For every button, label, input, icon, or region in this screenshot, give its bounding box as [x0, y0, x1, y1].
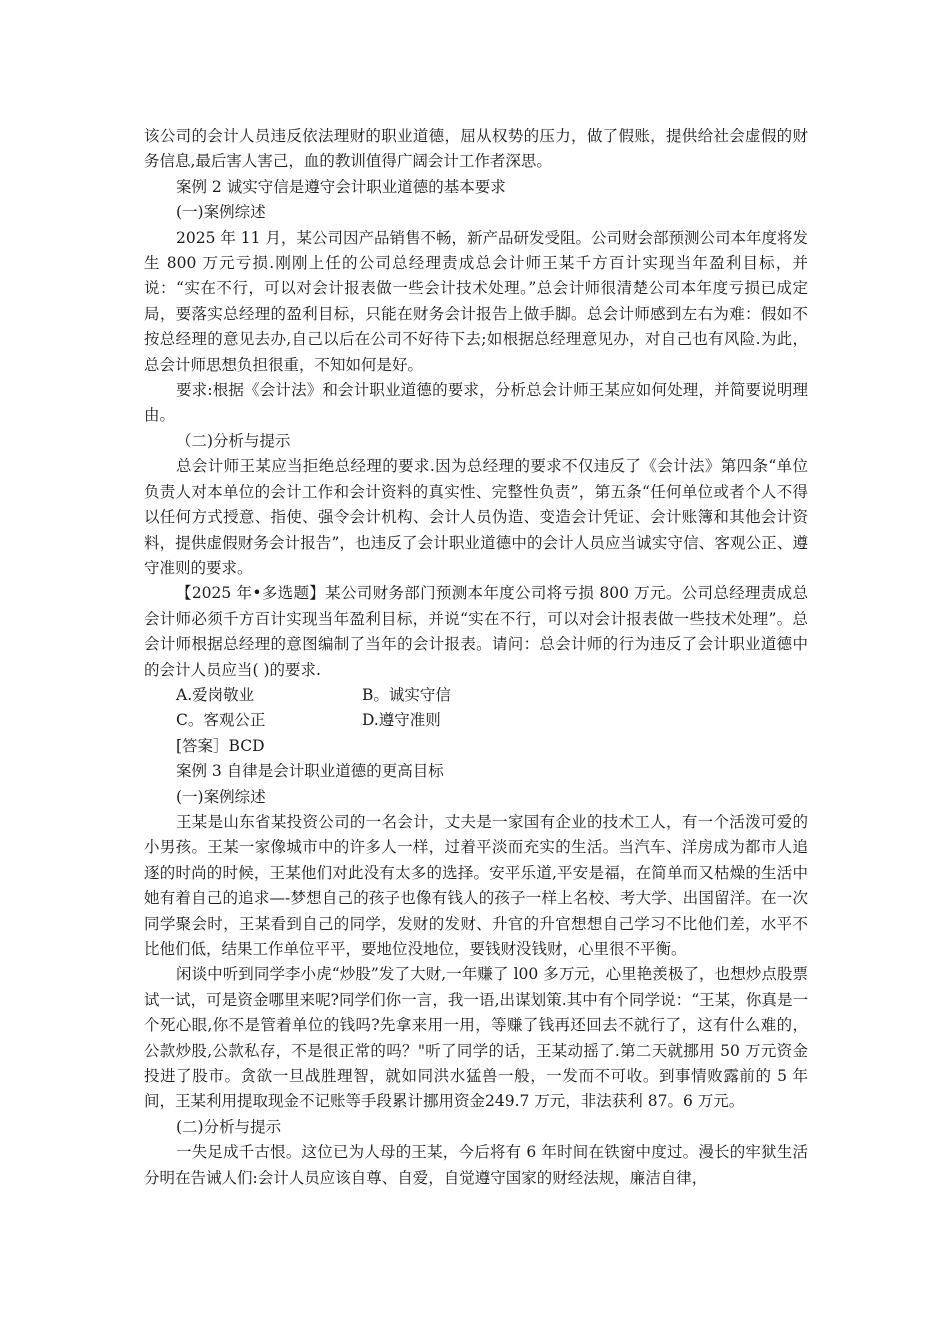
case3-section-overview: (一)案例综述 [176, 787, 266, 806]
paragraph-intro: 该公司的会计人员违反依法理财的职业道德，屈从权势的压力，做了假账，提供给社会虚假的财务信息,最后害人害己，血的教训值得广阔会计工作者深思。 [144, 127, 808, 171]
case2-requirement: 要求:根据《会计法》和会计职业道德的要求，分析总会计师王某应如何处理，并简要说明理由。 [144, 381, 808, 425]
case3-title: 案例 3 自律是会计职业道德的更高目标 [176, 762, 444, 781]
option-b: B。诚实守信 [362, 685, 451, 704]
exam-question: 【2025 年•多选题】某公司财务部门预测本年度公司将亏损 800 万元。公司总经理责成总会计师必须千方百计实现当年盈利目标，并说“实在不行，可以对会计报表做一些技术处理”。总会计师根据总经理的意图编制了当年的会计报表。请问：总会计师的行为违反了会计职业道德中的会计人员应当( )的要求. [144, 584, 808, 679]
document-page [144, 124, 808, 1191]
case3-section-analysis: (二)分析与提示 [176, 1117, 282, 1136]
case2-analysis: 总会计师王某应当拒绝总经理的要求.因为总经理的要求不仅违反了《会计法》第四条“单位负责人对本单位的会计工作和会计资料的真实性、完整性负责”，第五条“任何单位或者个人不得以任何方式授意、指使、强令会计机构、会计人员伪造、变造会计凭证、会计账簿和其他会计资料，提供虚假财务会计报告”，也违反了会计职业道德中的会计人员应当诚实守信、客观公正、遵守准则的要求。 [144, 457, 808, 577]
case2-section-overview: (一)案例综述 [176, 203, 266, 222]
option-d: D.遵守准则 [362, 711, 441, 730]
case2-body: 2025 年 11 月，某公司因产品销售不畅，新产品研发受阻。公司财会部预测公司本年度将发生 800 万元亏损.刚刚上任的公司总经理责成总会计师王某千方百计实现当年盈利目标，并说：“实在不行，可以对会计报表做一些会计技术处理。”总会计师很清楚公司本年度亏损已成定局，要落实总经理的盈利目标，只能在财务会计报告上做手脚。总会计师感到左右为难：假如不按总经理的意见去办,自己以后在公司不好待下去;如根据总经理意见办，对自己也有风险.为此，总会计师思想负担很重，不知如何是好。 [144, 228, 808, 374]
case3-body-1: 王某是山东省某投资公司的一名会计，丈夫是一家国有企业的技术工人，有一个活泼可爱的小男孩。王某一家像城市中的许多人一样，过着平淡而充实的生活。当汽车、洋房成为都市人追逐的时尚的时候，王某他们对此没有太多的选择。安平乐道,平安是福，在简单而又枯燥的生活中她有着自己的追求—-梦想自己的孩子也像有钱人的孩子一样上名校、考大学、出国留洋。在一次同学聚会时，王某看到自己的同学，发财的发财、升官的升官想想自己学习不比他们差，水平不比他们低，结果工作单位平平，要地位没地位，要钱财没钱财，心里很不平衡。 [144, 812, 808, 958]
option-c: C。客观公正 [176, 711, 266, 730]
case3-body-2: 闲谈中听到同学李小虎“炒股”发了大财,一年赚了 l00 多万元，心里艳羡极了，也想炒点股票试一试，可是资金哪里来呢?同学们你一言，我一语,出谋划策.其中有个同学说：“王某，你真是一个死心眼,你不是管着单位的钱吗?先拿来用一用，等赚了钱再还回去不就行了，这有什么难的，公款炒股,公款私存，不是很正常的吗？"听了同学的话，王某动摇了.第二天就挪用 50 万元资金投进了股市。贪欲一旦战胜理智，就如同洪水猛兽一般，一发而不可收。到事情败露前的 5 年间，王某利用提取现金不记账等手段累计挪用资金249.7 万元，非法获利 87。6 万元。 [144, 965, 808, 1111]
options-row-1 [144, 683, 808, 708]
case2-section-analysis: （二)分析与提示 [176, 431, 291, 450]
case3-analysis: 一失足成千古恨。这位已为人母的王某，今后将有 6 年时间在铁窗中度过。漫长的牢狱生活分明在告诫人们:会计人员应该自尊、自爱，自觉遵守国家的财经法规，廉洁自律， [144, 1143, 808, 1187]
option-a: A.爱岗敬业 [176, 685, 255, 704]
options-row-2 [144, 708, 808, 733]
answer: [答案］BCD [176, 736, 265, 755]
case2-title: 案例 2 诚实守信是遵守会计职业道德的基本要求 [176, 177, 506, 196]
